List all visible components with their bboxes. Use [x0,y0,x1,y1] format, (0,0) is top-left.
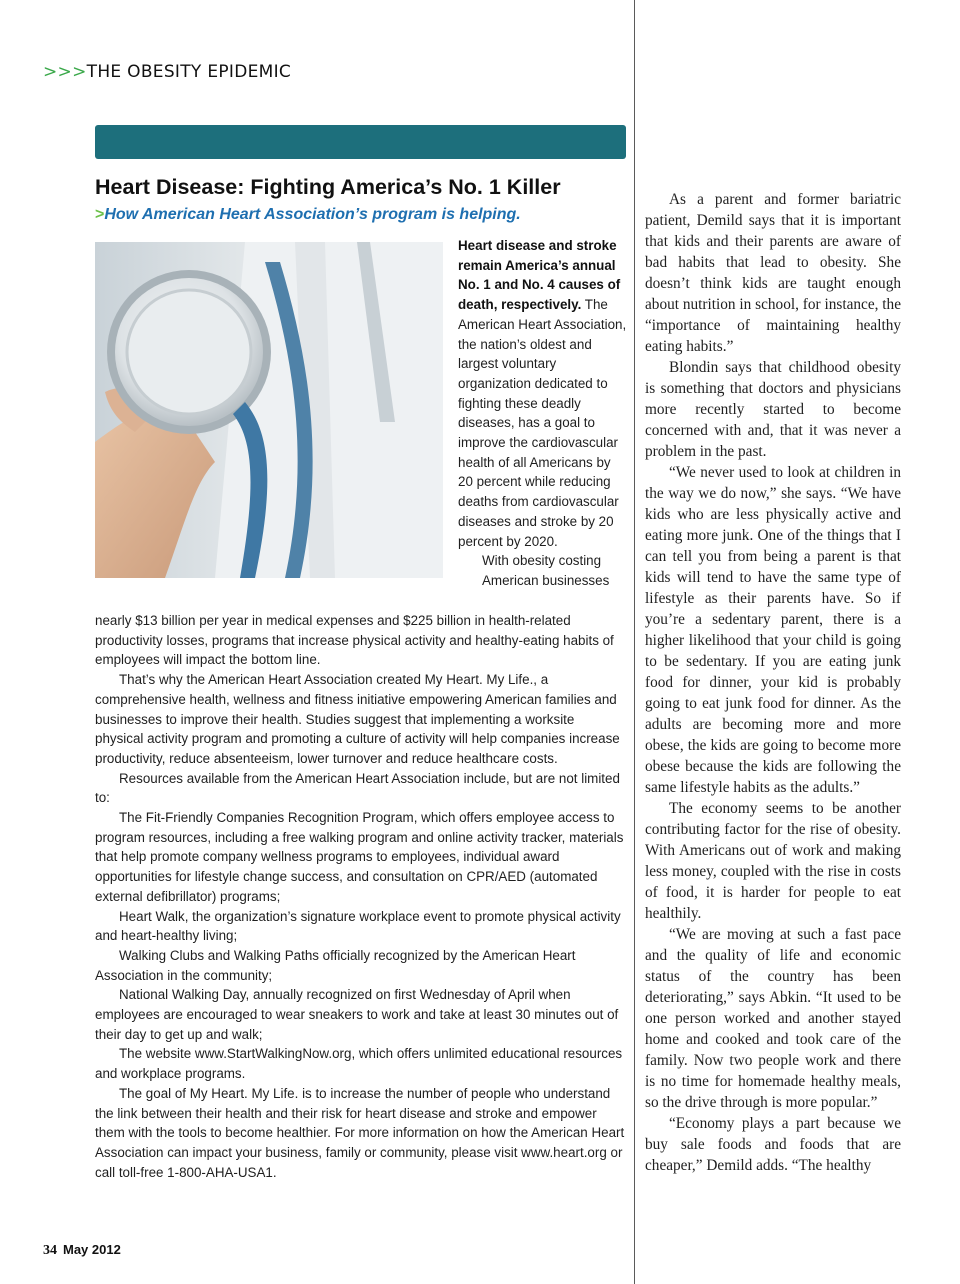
body-continuation: nearly $13 billion per year in medical expenses and $225 billion in health-related productivity losses, programs that increase physical activity and healthy-eating habits of employees will impact the bottom line. [95,613,614,668]
right-paragraph: “Economy plays a part because we buy sale foods and foods that are cheaper,” Demild adds. “The healthy [645,1115,901,1174]
body-paragraph: That’s why the American Heart Association created My Heart. My Life., a comprehensive health, wellness and fitness initiative empowering American families and businesses to improve their health. Studies suggest that implementing a worksite physical activity program and promoting a culture of activity will help companies increase productivity, reduce absenteeism, lower turnover and reduce healthcare costs. [95,672,620,766]
body-paragraph: National Walking Day, annually recognized on first Wednesday of April when employees are encouraged to wear sneakers to work and take at least 30 minutes out of their day to get up and walk; [95,987,619,1042]
stethoscope-illustration [95,242,443,578]
subhead-marker: > [95,206,105,223]
right-paragraph: “We never used to look at children in the way we do now,” she says. “We have kids who are less physically active and eating more junk. One of the things that I can tell you from being a parent is that kids will tend to have the same type of lifestyle as their parents have. So if you’re a sedentary parent, there is a higher likelihood that your child is going to be sedentary. If you are eating junk food for dinner, your kid is probably going to eat junk food for dinner. As the adults are becoming more and more obese, the kids are going to become more obese because the kids are following the same lifestyle habits as the adults.” [645,464,901,796]
lead-column [458,236,628,591]
body-paragraph: The goal of My Heart. My Life. is to increase the number of people who understand the link between their health and their risk for heart disease and stroke and empower them with the tools to become healthier. For more information on how the American Heart Association can impact your business, family or community, please visit www.heart.org or call toll-free 1-800-AHA-USA1. [95,1085,625,1180]
right-paragraph: As a parent and former bariatric patient, Demild says that it is important that kids and their parents are aware of bad habits that lead to obesity. She doesn’t think kids are taught enough about nutrition in school, for instance, the “importance of maintaining healthy eating habits.” [645,191,901,355]
article-body [95,611,625,1182]
section-title: THE OBESITY EPIDEMIC [86,62,292,82]
body-paragraph: Resources available from the American Heart Association include, but are not limited to: [95,770,620,806]
lead-paragraph-2: With obesity costing American businesses [482,553,610,588]
page-footer [43,1242,121,1259]
right-column [645,189,901,1176]
body-paragraph: Heart Walk, the organization’s signature workplace event to promote physical activity and heart-healthy living; [95,908,621,944]
issue-date: May 2012 [63,1242,121,1257]
subhead-text: How American Heart Association’s program is helping. [104,206,521,223]
page-number: 34 [43,1243,57,1258]
body-paragraph: Walking Clubs and Walking Paths officially recognized by the American Heart Association in the community; [95,947,576,983]
section-label [43,62,291,82]
body-paragraph: The website www.StartWalkingNow.org, which offers unlimited educational resources and workplace programs. [95,1046,623,1082]
article-subhead [95,206,635,224]
article-banner-bar [95,125,626,159]
stethoscope-photo [95,242,443,578]
lead-paragraph [458,236,628,551]
article-headline: Heart Disease: Fighting America’s No. 1 Killer [95,175,561,199]
right-paragraph: “We are moving at such a fast pace and the quality of life and economic status of the country has been deteriorating,” says Abkin. “It used to be one person worked and another stayed home and cooked and took care of the family. Now two people work and there is no time for homemade healthy meals, so the drive through is more popular.” [645,926,901,1111]
right-paragraph: Blondin says that childhood obesity is something that doctors and physicians more recently started to become concerned with and, that it was never a problem in the past. [645,359,901,460]
right-paragraph: The economy seems to be another contributing factor for the rise of obesity. With Americans out of work and making less money, coupled with the rise in costs of food, it is harder for people to eat healthily. [645,800,901,922]
lead-bold: Heart disease and stroke remain America’s annual No. 1 and No. 4 causes of death, respectively. [458,238,621,313]
lead-text: The American Heart Association, the nation’s oldest and largest voluntary organization dedicated to fighting these deadly diseases, has a goal to improve the cardiovascular health of all Americans by 20 percent while reducing deaths from cardiovascular diseases and stroke by 20 percent by 2020. [458,297,627,549]
body-paragraph: The Fit-Friendly Companies Recognition Program, which offers employee access to program resources, including a free walking program and online activity tracker, materials that help promote company wellness programs to employees, individual award opportunities for lifestyle change success, and consultation on CPR/AED (automated external defibrillator) programs; [95,810,624,904]
section-chevrons: >>> [43,62,87,82]
